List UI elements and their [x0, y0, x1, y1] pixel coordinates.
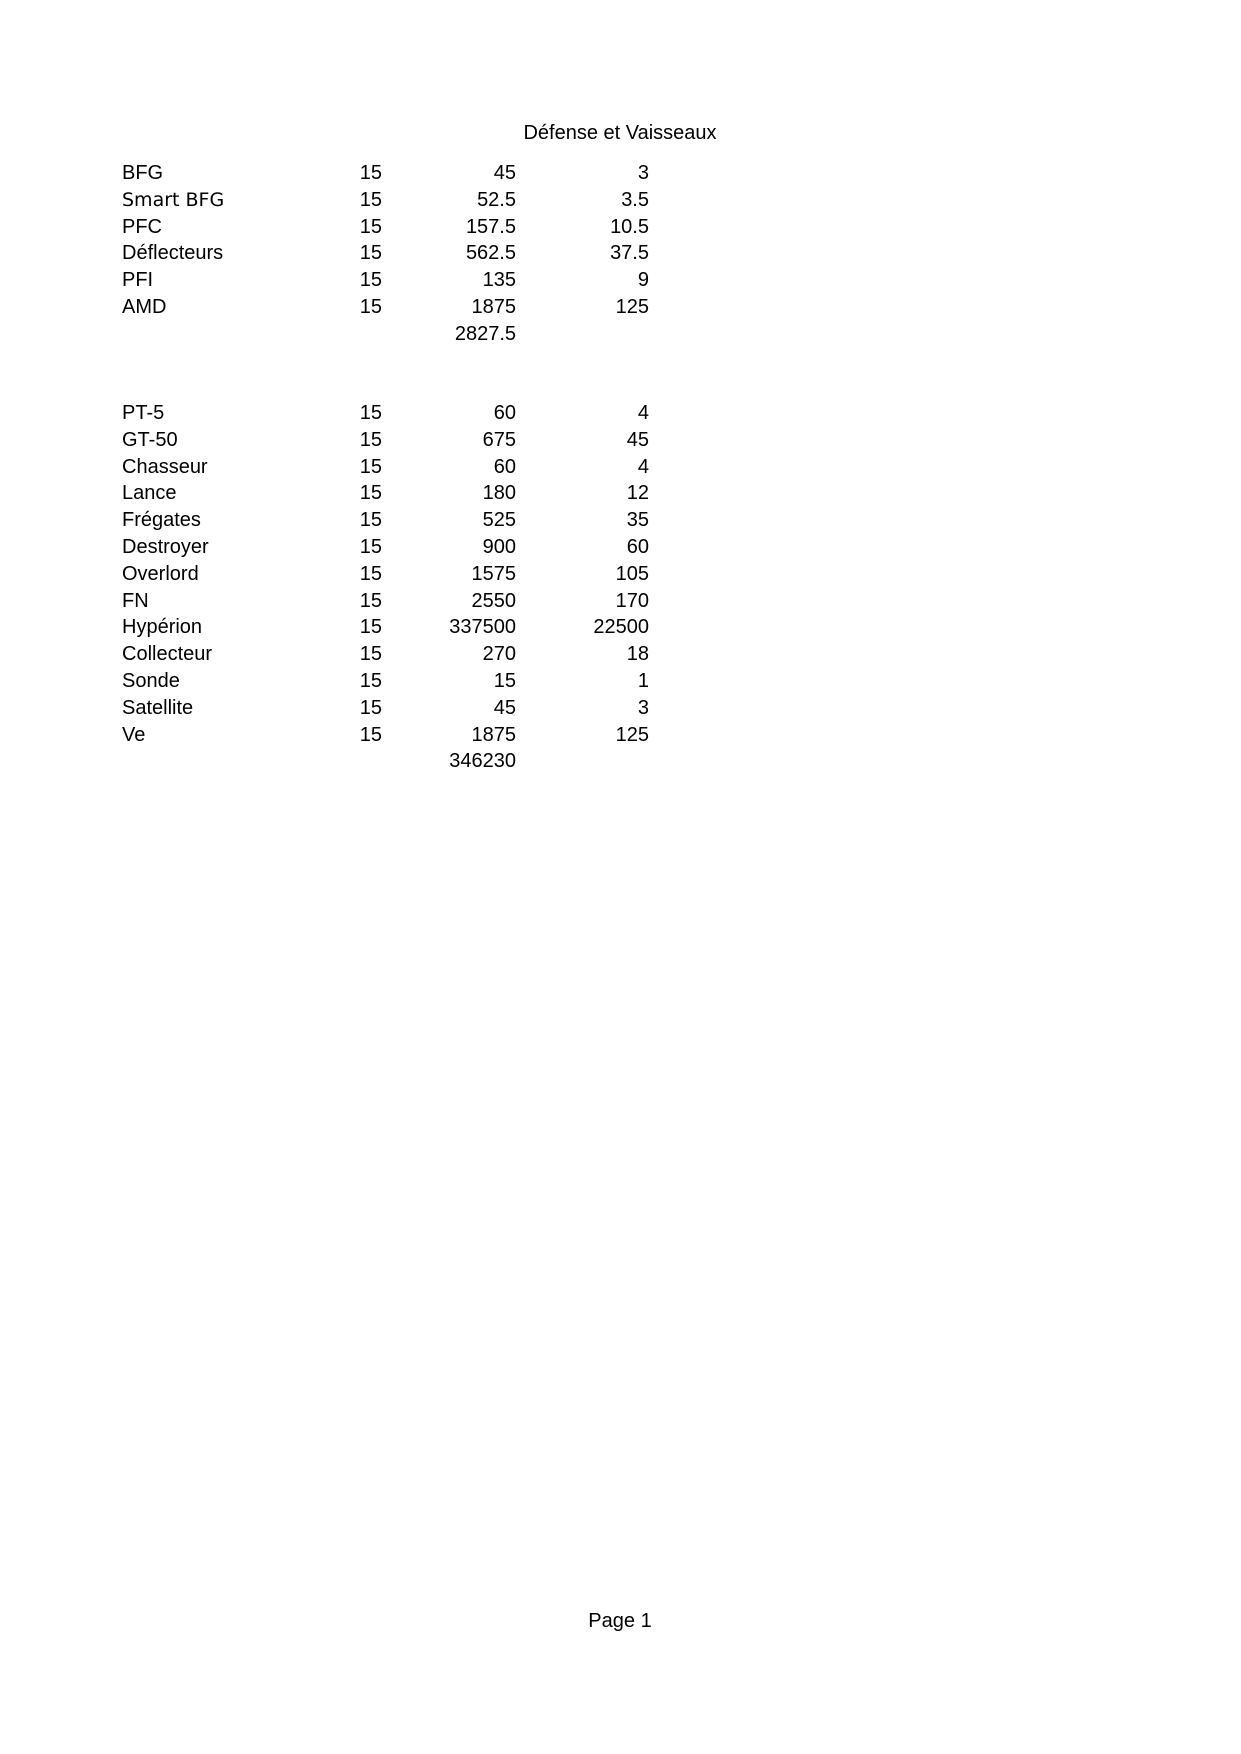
ships-table: [0, 400, 1241, 775]
item-quantity: 15: [359, 455, 382, 478]
table-row: [0, 534, 1241, 561]
item-cost: 562.5: [465, 242, 516, 265]
item-cost: 525: [482, 509, 516, 532]
item-quantity: 15: [359, 589, 382, 612]
item-quantity: 15: [359, 643, 382, 666]
item-name: Overlord: [122, 562, 199, 585]
item-name: Ve: [122, 723, 146, 746]
table-row: [0, 454, 1241, 481]
item-unit: 3: [637, 162, 649, 184]
item-quantity: 15: [359, 616, 382, 639]
item-cost: 60: [493, 402, 516, 424]
item-cost: 900: [482, 535, 516, 558]
table-row: [0, 588, 1241, 615]
item-unit: 4: [637, 402, 649, 424]
table-row: [0, 294, 1241, 321]
item-cost: 60: [493, 455, 516, 478]
item-name: Smart BFG: [122, 188, 225, 211]
item-unit: 60: [626, 535, 649, 558]
defense-table: [0, 160, 1241, 348]
item-quantity: 15: [359, 402, 382, 424]
item-cost: 15: [493, 669, 516, 692]
total-row: [0, 748, 1241, 775]
item-name: Satellite: [122, 696, 194, 719]
table-row: [0, 214, 1241, 241]
item-cost: 157.5: [465, 215, 516, 238]
item-unit: 18: [626, 643, 649, 666]
item-cost: 45: [493, 696, 516, 719]
item-unit: 10.5: [610, 215, 649, 238]
item-unit: 170: [615, 589, 649, 612]
table-row: [0, 641, 1241, 668]
item-unit: 125: [615, 295, 649, 318]
table-row: [0, 507, 1241, 534]
item-unit: 12: [626, 482, 649, 505]
table-row: [0, 561, 1241, 588]
item-name: Destroyer: [122, 535, 209, 558]
item-unit: 3: [637, 696, 649, 719]
item-name: Hypérion: [122, 616, 203, 639]
item-cost: 180: [482, 482, 516, 505]
item-name: GT-50: [122, 428, 178, 451]
table-row: [0, 480, 1241, 507]
item-cost: 2550: [471, 589, 516, 612]
item-cost: 1575: [471, 562, 516, 585]
total-row: [0, 321, 1241, 348]
item-unit: 22500: [593, 616, 649, 639]
item-quantity: 15: [359, 482, 382, 505]
item-quantity: 15: [359, 535, 382, 558]
item-quantity: 15: [359, 269, 382, 292]
item-quantity: 15: [359, 723, 382, 746]
item-unit: 45: [626, 428, 649, 451]
item-unit: 125: [615, 723, 649, 746]
item-name: Frégates: [122, 509, 201, 532]
table-row: [0, 240, 1241, 267]
item-cost: 337500: [449, 616, 516, 639]
table-row: [0, 668, 1241, 695]
item-quantity: 15: [359, 162, 382, 184]
item-cost: 45: [493, 162, 516, 184]
item-quantity: 15: [359, 242, 382, 265]
item-cost: 270: [482, 643, 516, 666]
table-row: [0, 160, 1241, 187]
item-unit: 4: [637, 455, 649, 478]
item-name: PFC: [122, 215, 162, 238]
table-row: [0, 400, 1241, 427]
item-cost: 135: [482, 269, 516, 292]
item-name: BFG: [122, 162, 164, 184]
item-name: Lance: [122, 482, 177, 505]
item-unit: 37.5: [610, 242, 649, 265]
ships-total: 346230: [449, 750, 516, 773]
item-cost: 1875: [471, 295, 516, 318]
defense-total: 2827.5: [454, 322, 516, 345]
item-quantity: 15: [359, 428, 382, 451]
table-row: [0, 427, 1241, 454]
item-quantity: 15: [359, 509, 382, 532]
item-unit: 105: [615, 562, 649, 585]
item-name: AMD: [122, 295, 167, 318]
item-cost: 675: [482, 428, 516, 451]
table-row: [0, 267, 1241, 294]
item-quantity: 15: [359, 188, 382, 211]
item-unit: 9: [637, 269, 649, 292]
table-row: [0, 614, 1241, 641]
item-quantity: 15: [359, 696, 382, 719]
table-row: [0, 722, 1241, 749]
item-name: Chasseur: [122, 455, 208, 478]
item-quantity: 15: [359, 669, 382, 692]
item-name: PFI: [122, 269, 154, 292]
item-unit: 1: [637, 669, 649, 692]
item-name: Collecteur: [122, 643, 213, 666]
item-cost: 52.5: [477, 188, 516, 211]
item-unit: 3.5: [621, 188, 649, 211]
page-number: Page 1: [588, 1610, 652, 1632]
item-quantity: 15: [359, 215, 382, 238]
item-name: FN: [122, 589, 149, 612]
table-row: [0, 187, 1241, 214]
page-title: Défense et Vaisseaux: [523, 122, 717, 144]
item-name: Déflecteurs: [122, 242, 224, 265]
item-unit: 35: [626, 509, 649, 532]
item-cost: 1875: [471, 723, 516, 746]
item-name: Sonde: [122, 669, 180, 692]
table-row: [0, 695, 1241, 722]
item-name: PT-5: [122, 402, 165, 424]
item-quantity: 15: [359, 562, 382, 585]
item-quantity: 15: [359, 295, 382, 318]
